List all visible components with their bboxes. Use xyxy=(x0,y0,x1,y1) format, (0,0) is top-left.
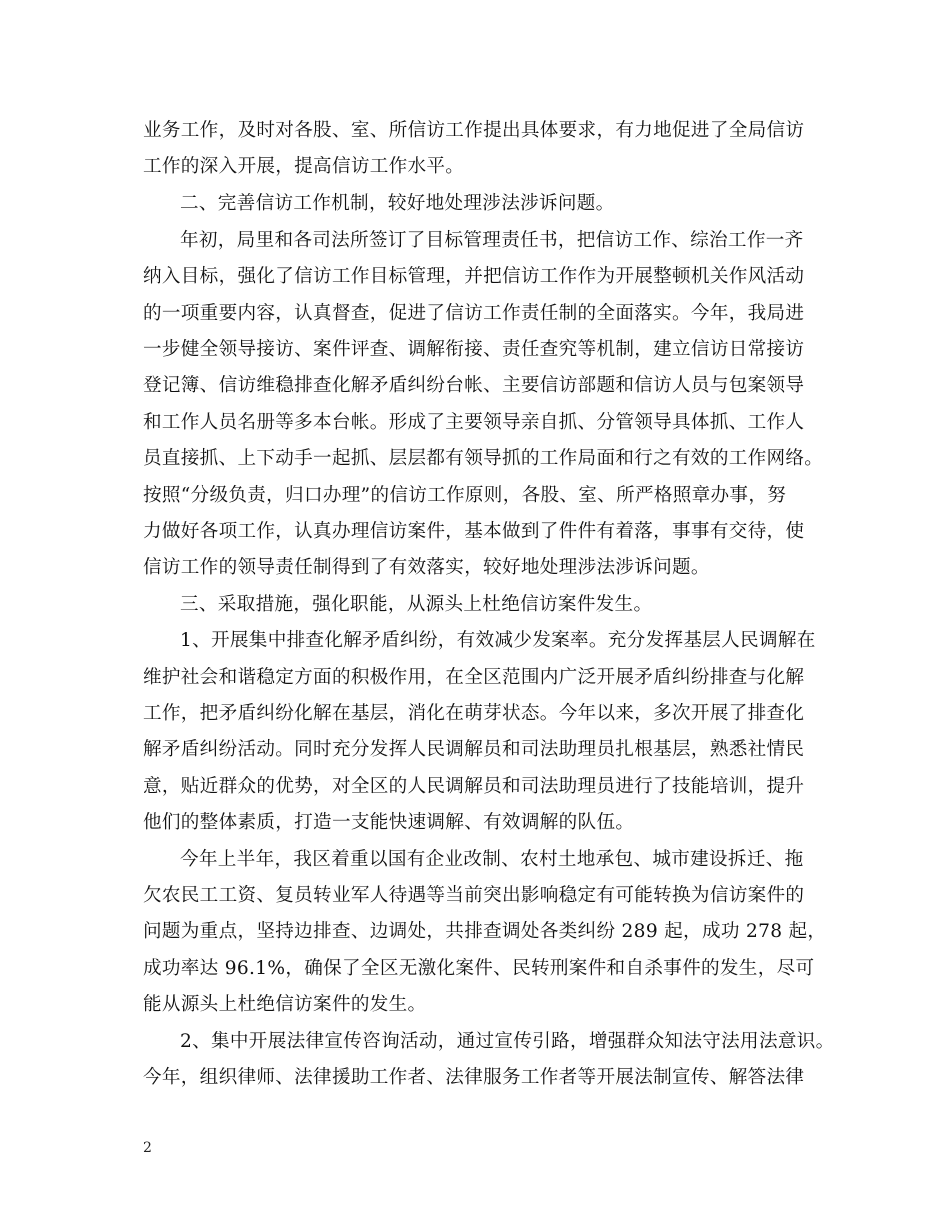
body-text-line: 登记簿、信访维稳排查化解矛盾纠纷台帐、主要信访部题和信访人员与包案领导 xyxy=(143,375,805,396)
section-heading-3: 三、采取措施，强化职能，从源头上杜绝信访案件发生。 xyxy=(180,594,653,615)
body-text-line: 信访工作的领导责任制得到了有效落实，较好地处理涉法涉诉问题。 xyxy=(143,557,710,578)
body-text-line: 今年，组织律师、法律援助工作者、法律服务工作者等开展法制宣传、解答法律 xyxy=(143,1067,805,1088)
body-text-line: 纳入目标，强化了信访工作目标管理，并把信访工作作为开展整顿机关作风活动 xyxy=(143,266,805,287)
body-text-line: 问题为重点，坚持边排查、边调处，共排查调处各类纠纷 289 起，成功 278 起， xyxy=(143,921,827,942)
body-text-line: 1、开展集中排查化解矛盾纠纷，有效减少发案率。充分发挥基层人民调解在 xyxy=(180,630,816,651)
page-number: 2 xyxy=(143,1140,152,1156)
body-text-line: 的一项重要内容，认真督查，促进了信访工作责任制的全面落实。今年，我局进 xyxy=(143,303,805,324)
section-heading-2: 二、完善信访工作机制，较好地处理涉法涉诉问题。 xyxy=(180,193,615,214)
body-text-line: 意，贴近群众的优势，对全区的人民调解员和司法助理员进行了技能培训，提升 xyxy=(143,776,805,797)
body-text-line: 能从源头上杜绝信访案件的发生。 xyxy=(143,994,427,1015)
body-text-line: 解矛盾纠纷活动。同时充分发挥人民调解员和司法助理员扎根基层，熟悉社情民 xyxy=(143,739,805,760)
body-text-line: 员直接抓、上下动手一起抓、层层都有领导抓的工作局面和行之有效的工作网络。 xyxy=(143,448,824,469)
body-text-line: 和工作人员名册等多本台帐。形成了主要领导亲自抓、分管领导具体抓、工作人 xyxy=(143,412,805,433)
body-text-line: 工作，把矛盾纠纷化解在基层，消化在萌芽状态。今年以来，多次开展了排查化 xyxy=(143,703,805,724)
body-text-line: 2、集中开展法律宣传咨询活动，通过宣传引路，增强群众知法守法用法意识。 xyxy=(180,1031,835,1052)
body-text-line: 成功率达 96.1%，确保了全区无激化案件、民转刑案件和自杀事件的发生，尽可 xyxy=(143,958,815,979)
body-text-line: 年初，局里和各司法所签订了目标管理责任书，把信访工作、综治工作一齐 xyxy=(180,230,804,251)
body-text-line: 他们的整体素质，打造一支能快速调解、有效调解的队伍。 xyxy=(143,812,635,833)
body-text-line: 一步健全领导接访、案件评查、调解衔接、责任查究等机制，建立信访日常接访 xyxy=(143,339,805,360)
body-text-line: 业务工作，及时对各股、室、所信访工作提出具体要求，有力地促进了全局信访 xyxy=(143,120,805,141)
body-text-line: 今年上半年，我区着重以国有企业改制、农村土地承包、城市建设拆迁、拖 xyxy=(180,849,804,870)
body-text-line: 按照“分级负责，归口办理”的信访工作原则，各股、室、所严格照章办事，努 xyxy=(143,485,787,506)
body-text-line: 欠农民工工资、复员转业军人待遇等当前突出影响稳定有可能转换为信访案件的 xyxy=(143,885,805,906)
body-text-line: 维护社会和谐稳定方面的积极作用，在全区范围内广泛开展矛盾纠纷排查与化解 xyxy=(143,667,805,688)
body-text-line: 力做好各项工作，认真办理信访案件，基本做到了件件有着落，事事有交待，使 xyxy=(143,521,805,542)
body-text-line: 工作的深入开展，提高信访工作水平。 xyxy=(143,156,465,177)
